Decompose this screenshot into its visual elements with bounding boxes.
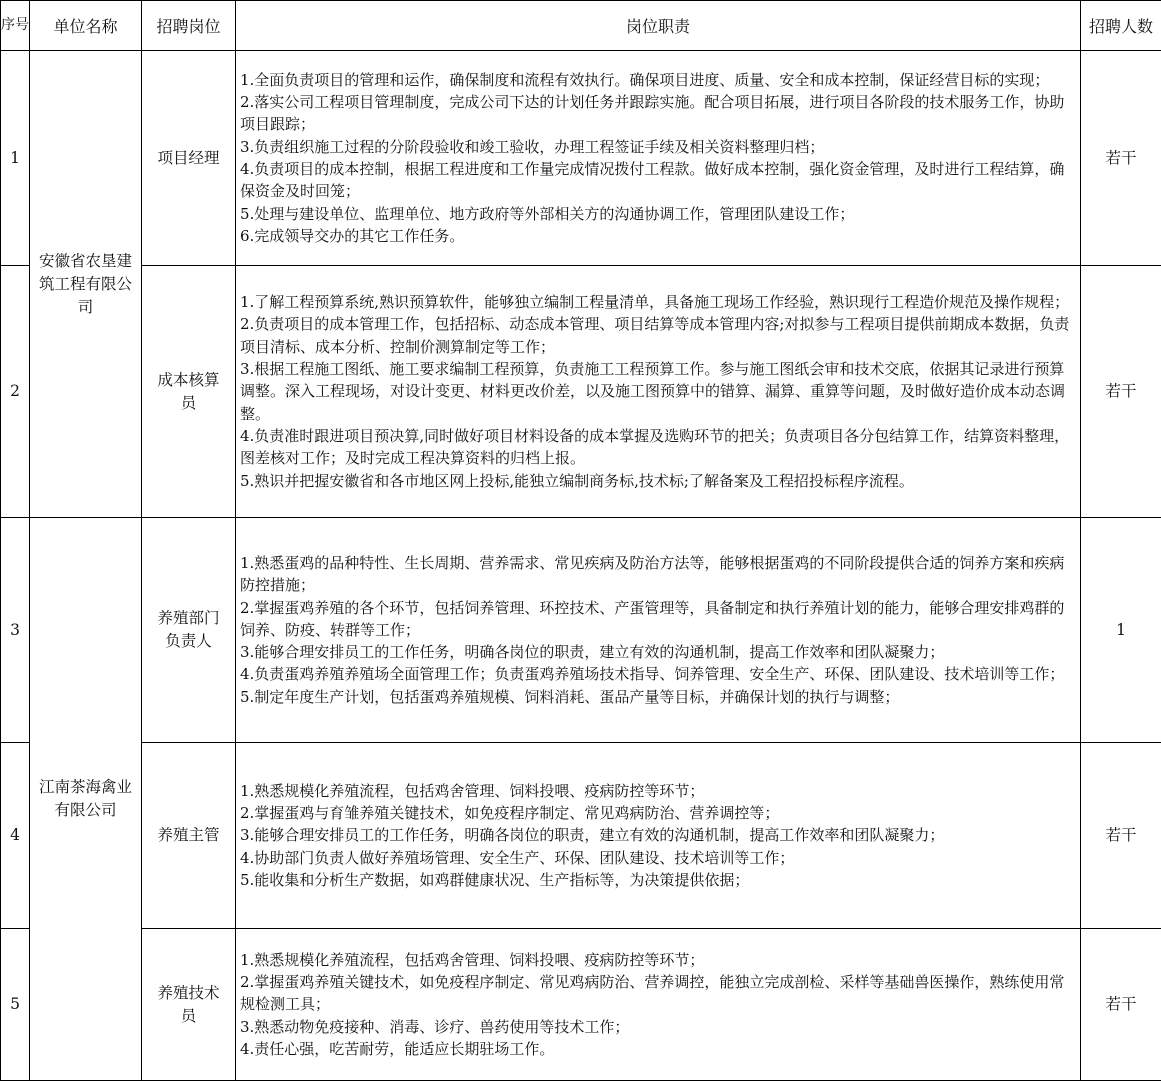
duty-item: 1.全面负责项目的管理和运作，确保制度和流程有效执行。确保项目进度、质量、安全和成本控制，保证经营目标的实现； <box>240 69 1076 91</box>
unit-name: 安徽省农垦建筑工程有限公司 <box>30 51 142 518</box>
duty-item: 4.负责准时跟进项目预决算,同时做好项目材料设备的成本掌握及选购环节的把关；负责项目各分包结算工作，结算资料整理，图差核对工作；及时完成工程决算资料的归档上报。 <box>240 425 1076 470</box>
duty-item: 4.责任心强，吃苦耐劳，能适应长期驻场工作。 <box>240 1038 1076 1060</box>
duty-item: 4.负责蛋鸡养殖养殖场全面管理工作；负责蛋鸡养殖场技术指导、饲养管理、安全生产、环保、团队建设、技术培训等工作； <box>240 663 1076 685</box>
row-seq: 4 <box>1 743 30 929</box>
row-count: 若干 <box>1081 743 1161 929</box>
row-position: 养殖主管 <box>142 743 236 929</box>
header-position: 招聘岗位 <box>142 1 236 51</box>
row-count: 若干 <box>1081 929 1161 1081</box>
row-duties <box>236 266 1081 518</box>
duty-item: 2.掌握蛋鸡养殖的各个环节，包括饲养管理、环控技术、产蛋管理等，具备制定和执行养殖计划的能力，能够合理安排鸡群的饲养、防疫、转群等工作； <box>240 597 1076 642</box>
duty-item: 6.完成领导交办的其它工作任务。 <box>240 225 1076 247</box>
unit-name: 江南茶海禽业有限公司 <box>30 518 142 1081</box>
row-count: 若干 <box>1081 51 1161 266</box>
table-row <box>1 929 1161 1081</box>
duty-item: 3.负责组织施工过程的分阶段验收和竣工验收，办理工程签证手续及相关资料整理归档； <box>240 136 1076 158</box>
duty-item: 2.掌握蛋鸡与育雏养殖关键技术，如免疫程序制定、常见鸡病防治、营养调控等； <box>240 802 1076 824</box>
duty-item: 5.制定年度生产计划，包括蛋鸡养殖规模、饲料消耗、蛋品产量等目标，并确保计划的执行与调整； <box>240 686 1076 708</box>
header-unit: 单位名称 <box>30 1 142 51</box>
duty-item: 2.掌握蛋鸡养殖关键技术，如免疫程序制定、常见鸡病防治、营养调控，能独立完成剖检、采样等基础兽医操作，熟练使用常规检测工具； <box>240 971 1076 1016</box>
duty-item: 2.负责项目的成本管理工作，包括招标、动态成本管理、项目结算等成本管理内容;对拟参与工程项目提供前期成本数据，负责项目清标、成本分析、控制价测算制定等工作； <box>240 313 1076 358</box>
duty-item: 3.熟悉动物免疫接种、消毒、诊疗、兽药使用等技术工作； <box>240 1016 1076 1038</box>
duty-item: 1.了解工程预算系统,熟识预算软件，能够独立编制工程量清单，具备施工现场工作经验，熟识现行工程造价规范及操作规程； <box>240 291 1076 313</box>
table-row <box>1 266 1161 518</box>
table-row <box>1 518 1161 743</box>
duty-item: 3.根据工程施工图纸、施工要求编制工程预算，负责施工工程预算工作。参与施工图纸会审和技术交底，依据其记录进行预算调整。深入工程现场，对设计变更、材料更改价差，以及施工图预算中的错算、漏算、重算等问题，及时做好造价成本动态调整。 <box>240 358 1076 425</box>
duty-item: 1.熟悉规模化养殖流程，包括鸡舍管理、饲料投喂、疫病防控等环节； <box>240 780 1076 802</box>
table-row <box>1 51 1161 266</box>
header-seq: 序号 <box>1 1 30 51</box>
duty-item: 1.熟悉蛋鸡的品种特性、生长周期、营养需求、常见疾病及防治方法等，能够根据蛋鸡的不同阶段提供合适的饲养方案和疾病防控措施； <box>240 552 1076 597</box>
duty-item: 3.能够合理安排员工的工作任务，明确各岗位的职责，建立有效的沟通机制，提高工作效率和团队凝聚力； <box>240 824 1076 846</box>
row-count: 若干 <box>1081 266 1161 518</box>
duty-item: 5.能收集和分析生产数据，如鸡群健康状况、生产指标等，为决策提供依据； <box>240 869 1076 891</box>
duty-item: 3.能够合理安排员工的工作任务，明确各岗位的职责，建立有效的沟通机制，提高工作效率和团队凝聚力； <box>240 641 1076 663</box>
row-seq: 2 <box>1 266 30 518</box>
header-duties: 岗位职责 <box>236 1 1081 51</box>
duty-item: 5.处理与建设单位、监理单位、地方政府等外部相关方的沟通协调工作，管理团队建设工作； <box>240 203 1076 225</box>
table-row <box>1 743 1161 929</box>
row-duties <box>236 929 1081 1081</box>
row-position: 养殖技术员 <box>142 929 236 1081</box>
row-duties <box>236 518 1081 743</box>
row-seq: 3 <box>1 518 30 743</box>
row-count: 1 <box>1081 518 1161 743</box>
row-duties <box>236 51 1081 266</box>
duty-item: 5.熟识并把握安徽省和各市地区网上投标,能独立编制商务标,技术标;了解备案及工程招投标程序流程。 <box>240 470 1076 492</box>
row-duties <box>236 743 1081 929</box>
duty-item: 4.负责项目的成本控制，根据工程进度和工作量完成情况拨付工程款。做好成本控制，强化资金管理，及时进行工程结算，确保资金及时回笼； <box>240 158 1076 203</box>
row-position: 成本核算员 <box>142 266 236 518</box>
row-position: 养殖部门负责人 <box>142 518 236 743</box>
row-seq: 1 <box>1 51 30 266</box>
duty-item: 1.熟悉规模化养殖流程，包括鸡舍管理、饲料投喂、疫病防控等环节； <box>240 949 1076 971</box>
duty-item: 2.落实公司工程项目管理制度，完成公司下达的计划任务并跟踪实施。配合项目拓展，进行项目各阶段的技术服务工作，协助项目跟踪； <box>240 91 1076 136</box>
duty-item: 4.协助部门负责人做好养殖场管理、安全生产、环保、团队建设、技术培训等工作； <box>240 847 1076 869</box>
header-count: 招聘人数 <box>1081 1 1161 51</box>
row-seq: 5 <box>1 929 30 1081</box>
row-position: 项目经理 <box>142 51 236 266</box>
header-row <box>1 1 1161 51</box>
